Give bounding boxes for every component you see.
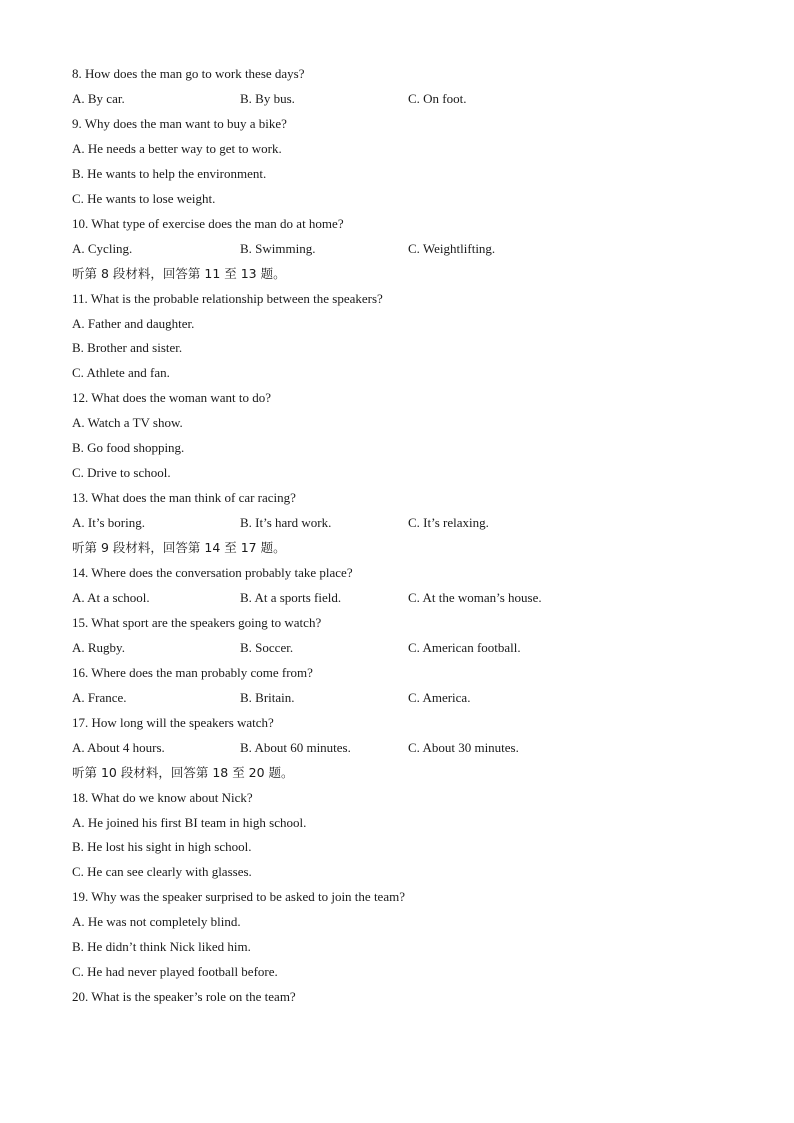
- answer-option: A. Rugby.: [72, 639, 125, 655]
- answer-option: B. Go food shopping.: [72, 440, 185, 456]
- question-text: 13. What does the man think of car racing?: [72, 490, 296, 506]
- answer-option: A. Father and daughter.: [72, 315, 195, 331]
- answer-option: C. He wants to lose weight.: [72, 190, 216, 206]
- answer-option: B. He didn’t think Nick liked him.: [72, 939, 251, 955]
- section-instruction: 听第 9 段材料，回答第 14 至 17 题。: [72, 540, 286, 555]
- answer-option: C. He had never played football before.: [72, 964, 278, 980]
- answer-option: A. At a school.: [72, 589, 150, 605]
- answer-option: B. He lost his sight in high school.: [72, 839, 252, 855]
- answer-option: A. About 4 hours.: [72, 739, 165, 755]
- answer-option: C. America.: [408, 689, 471, 705]
- answer-option: C. On foot.: [408, 91, 467, 106]
- question-text: 19. Why was the speaker surprised to be asked to join the team?: [72, 889, 405, 905]
- answer-option: B. About 60 minutes.: [240, 739, 351, 755]
- question-text: 10. What type of exercise does the man do at home?: [72, 215, 344, 231]
- question-text: 14. Where does the conversation probably take place?: [72, 565, 353, 580]
- answer-option: C. It’s relaxing.: [408, 515, 489, 531]
- section-instruction: 听第 8 段材料，回答第 11 至 13 题。: [72, 265, 286, 281]
- question-text: 9. Why does the man want to buy a bike?: [72, 115, 287, 131]
- answer-option: A. He needs a better way to get to work.: [72, 140, 282, 156]
- answer-option: C. American football.: [408, 639, 521, 655]
- answer-option: B. By bus.: [240, 91, 295, 106]
- answer-option: C. He can see clearly with glasses.: [72, 864, 252, 880]
- answer-option: C. At the woman’s house.: [408, 589, 542, 605]
- question-text: 20. What is the speaker’s role on the team?: [72, 989, 296, 1005]
- answer-option: B. Swimming.: [240, 240, 316, 256]
- answer-option: A. Watch a TV show.: [72, 415, 183, 431]
- answer-option: A. France.: [72, 689, 127, 705]
- answer-option: B. Brother and sister.: [72, 340, 183, 356]
- answer-option: C. Weightlifting.: [408, 240, 496, 256]
- answer-option: A. He was not completely blind.: [72, 914, 241, 930]
- answer-option: B. He wants to help the environment.: [72, 165, 267, 181]
- answer-option: C. Athlete and fan.: [72, 365, 170, 381]
- question-text: 12. What does the woman want to do?: [72, 390, 272, 406]
- question-text: 11. What is the probable relationship between the speakers?: [72, 290, 383, 306]
- answer-option: A. By car.: [72, 91, 125, 106]
- question-text: 17. How long will the speakers watch?: [72, 714, 274, 730]
- answer-option: A. It’s boring.: [72, 515, 145, 531]
- question-text: 15. What sport are the speakers going to watch?: [72, 614, 322, 630]
- answer-option: C. Drive to school.: [72, 465, 171, 481]
- answer-option: A. He joined his first BI team in high school.: [72, 814, 307, 830]
- answer-option: B. Soccer.: [240, 639, 294, 655]
- answer-option: B. Britain.: [240, 689, 295, 705]
- question-text: 8. How does the man go to work these days?: [72, 66, 305, 81]
- question-text: 16. Where does the man probably come from?: [72, 664, 313, 680]
- answer-option: B. At a sports field.: [240, 589, 342, 605]
- answer-option: C. About 30 minutes.: [408, 739, 519, 755]
- question-text: 18. What do we know about Nick?: [72, 789, 253, 805]
- answer-option: B. It’s hard work.: [240, 515, 332, 531]
- section-instruction: 听第 10 段材料，回答第 18 至 20 题。: [72, 764, 294, 780]
- answer-option: A. Cycling.: [72, 240, 133, 256]
